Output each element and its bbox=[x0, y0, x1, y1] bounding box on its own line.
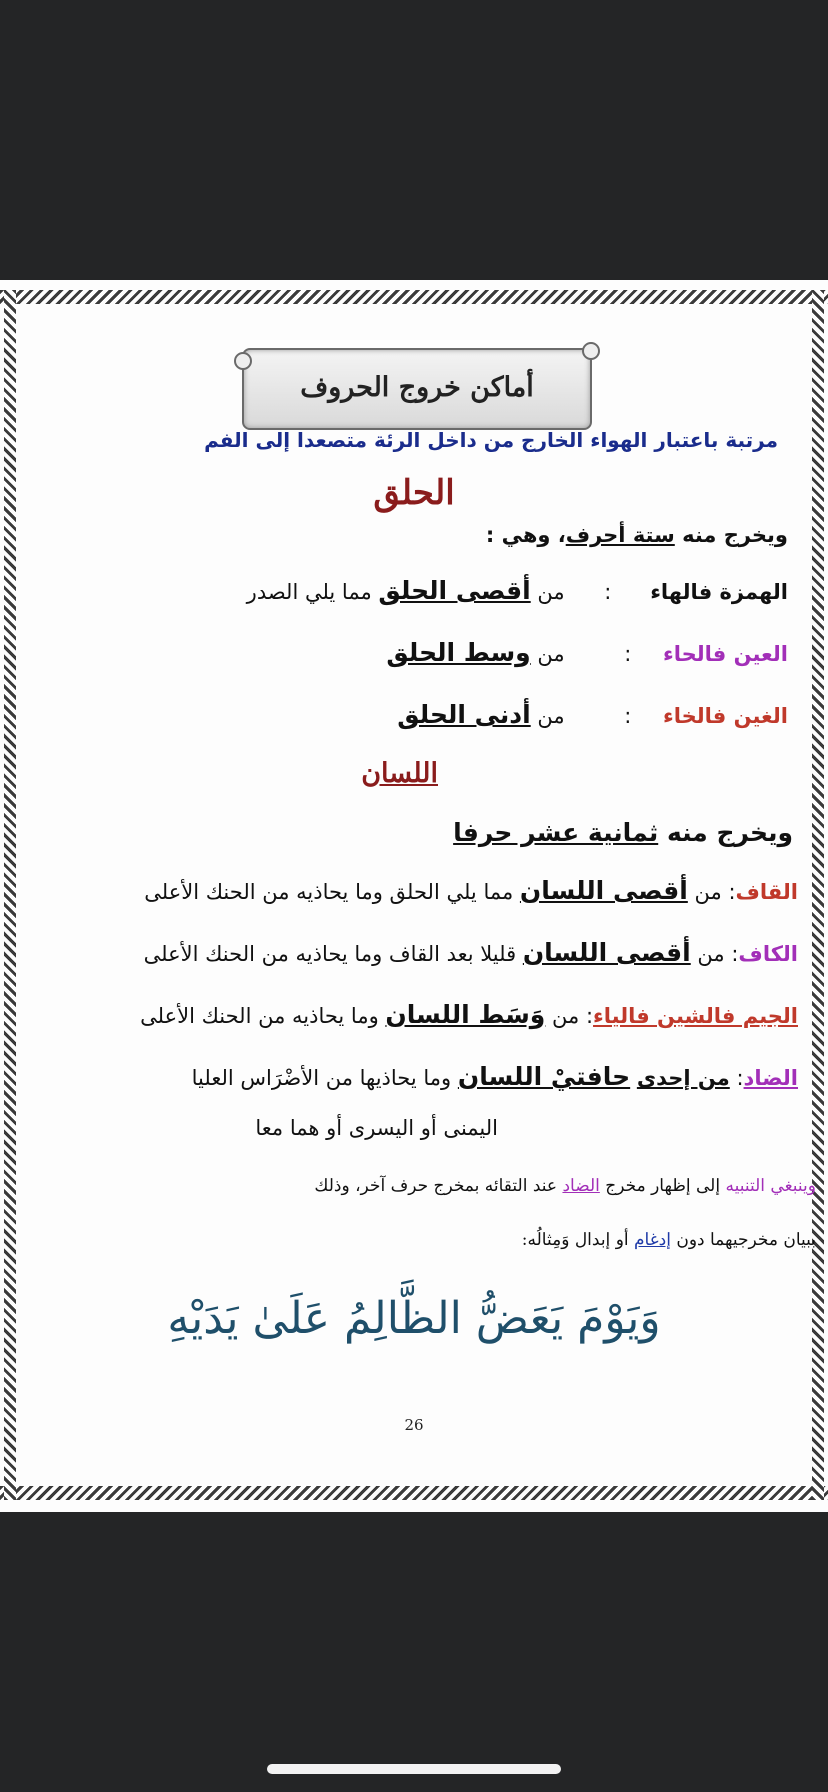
page-title: أماكن خروج الحروف bbox=[300, 372, 534, 403]
title-scroll-banner bbox=[242, 348, 592, 430]
tongue-intro: ويخرج منه ثمانية عشر حرفا bbox=[453, 818, 793, 847]
quran-verse: وَيَوْمَ يَعَضُّ الظَّالِمُ عَلَىٰ يَدَيْهِ bbox=[167, 1293, 661, 1344]
heading-tongue: اللسان bbox=[361, 758, 438, 789]
note-line-2: ببيان مخرجيهما دون إدغام أو إبدال وَمِثالُه: bbox=[521, 1230, 816, 1250]
page-number: 26 bbox=[404, 1416, 424, 1434]
throat-row-2: العين فالحاء : من وسط الحلق bbox=[386, 638, 788, 667]
page-content bbox=[20, 308, 816, 1482]
scroll-curl-right bbox=[582, 342, 600, 360]
tongue-row-kaf: الكاف: من أقصى اللسان قليلا بعد القاف وما يحاذيه من الحنك الأعلى bbox=[143, 938, 798, 967]
tongue-row-qaf: القاف: من أقصى اللسان مما يلي الحلق وما يحاذيه من الحنك الأعلى bbox=[144, 876, 798, 905]
dad-continuation: اليمنى أو اليسرى أو هما معا bbox=[255, 1116, 498, 1140]
heading-throat: الحلق bbox=[373, 473, 455, 513]
decorative-border-left bbox=[4, 290, 16, 1500]
throat-row-1: الهمزة فالهاء : من أقصى الحلق مما يلي الصدر bbox=[246, 576, 788, 605]
throat-intro: ويخرج منه ستة أحرف، وهي : bbox=[485, 523, 788, 547]
document-page bbox=[0, 280, 828, 1512]
decorative-border-bottom bbox=[0, 1486, 828, 1500]
decorative-border-right bbox=[812, 290, 824, 1500]
tongue-row-jeem: الجيم فالشين فالياء: من وَسَط اللسان وما يحاذيه من الحنك الأعلى bbox=[140, 1000, 798, 1029]
throat-row-3: الغين فالخاء : من أدنى الحلق bbox=[397, 700, 788, 729]
tongue-row-dad: الضاد: من إحدى حافتيْ اللسان وما يحاذيها من الأضْرَاس العليا bbox=[191, 1062, 798, 1091]
scroll-curl-left bbox=[234, 352, 252, 370]
decorative-border-top bbox=[0, 290, 828, 304]
subtitle: مرتبة باعتبار الهواء الخارج من داخل الرئة متصعدا إلى الفم bbox=[204, 428, 778, 452]
note-line-1: وينبغي التنبيه إلى إظهار مخرج الضاد عند التقائه بمخرج حرف آخر، وذلك bbox=[314, 1176, 816, 1196]
home-indicator-bar[interactable] bbox=[267, 1764, 561, 1774]
